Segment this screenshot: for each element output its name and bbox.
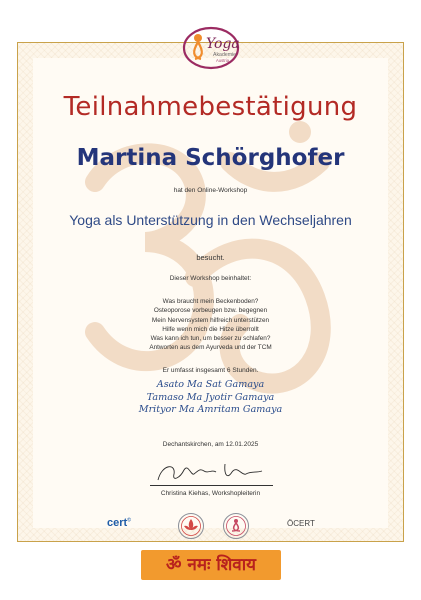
signature: [150, 456, 275, 486]
visited-line: besucht.: [196, 253, 225, 262]
participant-name: Martina Schörghofer: [76, 145, 345, 171]
yoga-akademie-logo: [170, 22, 252, 77]
topic-item: Osteoporose vorbeugen bzw. begegnen: [153, 307, 268, 315]
topic-item: Was braucht mein Beckenboden?: [162, 298, 259, 305]
om-namah-shivaya-banner: ॐ नमः शिवाय: [141, 550, 281, 580]
workshop-title: Yoga als Unterstützung in den Wechseljahren: [69, 212, 352, 228]
topic-item: Mein Nervensystem hilfreich unterstützen: [151, 316, 270, 324]
svg-text:Akademie: Akademie: [213, 52, 237, 58]
topic-item: Antworten aus dem Ayurveda und der TCM: [149, 344, 272, 352]
signer-name: Christina Kiehas, Workshopleiterin: [160, 490, 261, 497]
hours-line: Er umfasst insgesamt 6 Stunden.: [162, 367, 259, 374]
svg-text:Austria: Austria: [216, 58, 230, 63]
yoga-seal-icon: [222, 512, 250, 540]
ocert-logo: ÖCERT: [287, 519, 315, 528]
topic-item: Hilfe wenn mich die Hitze überrollt: [162, 325, 259, 333]
mantra-block: [0, 379, 421, 417]
svg-text:Yoga: Yoga: [206, 36, 240, 52]
mantra-line: Tamaso Ma Jyotir Gamaya: [146, 391, 275, 403]
mantra-line: Asato Ma Sat Gamaya: [156, 379, 265, 390]
contents-heading: Dieser Workshop beinhaltet:: [169, 275, 252, 282]
signature-line: [150, 485, 273, 486]
cert-logo: [107, 517, 131, 529]
certificate-title: Teilnahmebestätigung: [63, 92, 358, 122]
mantra-line: Mrityor Ma Amritam Gamaya: [138, 404, 283, 415]
place-date: Dechantskirchen, am 12.01.2025: [162, 441, 259, 448]
intro-line: hat den Online-Workshop: [173, 187, 248, 194]
topic-item: Was kann ich tun, um besser zu schlafen?: [150, 335, 271, 343]
cert-logo-mark: ©: [127, 517, 131, 524]
cert-logo-text: cert: [107, 517, 128, 529]
lotus-seal-icon: [177, 512, 205, 540]
topics-list: [0, 297, 421, 353]
